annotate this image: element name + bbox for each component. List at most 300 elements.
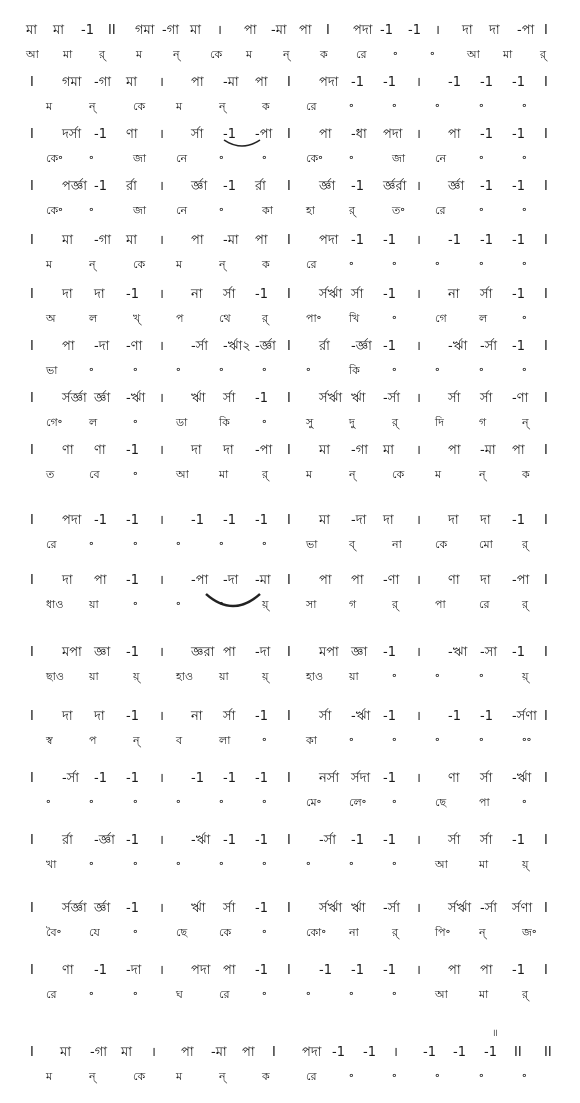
lyric-syllable: না bbox=[392, 538, 402, 551]
lyric-syllable: ॰ bbox=[392, 100, 397, 113]
note-line bbox=[0, 124, 580, 146]
note-symbol: -র্ঋা২ bbox=[223, 339, 251, 354]
lyric-syllable: র্ bbox=[522, 988, 529, 1001]
bar-line: I bbox=[544, 233, 548, 248]
lyric-syllable: ॰ bbox=[176, 364, 181, 377]
lyric-syllable: জা bbox=[133, 152, 147, 165]
bar-line: I bbox=[30, 339, 34, 354]
note-symbol: ণা bbox=[448, 771, 460, 786]
note-symbol: র্সা bbox=[448, 391, 461, 406]
lyric-syllable: খা bbox=[46, 858, 57, 871]
note-line bbox=[0, 176, 580, 198]
lyric-syllable: ॰ bbox=[176, 796, 181, 809]
lyric-syllable: লে॰ bbox=[349, 796, 367, 809]
lyric-syllable: ॰ bbox=[219, 796, 224, 809]
lyric-syllable: স্ব bbox=[46, 734, 53, 747]
lyric-line bbox=[0, 44, 580, 66]
note-symbol: -সা bbox=[480, 645, 498, 660]
note-symbol: -1 bbox=[512, 233, 525, 248]
note-symbol: নর্সা bbox=[319, 771, 340, 786]
note-symbol: -র্সা bbox=[319, 833, 337, 848]
beat-divider: । bbox=[159, 339, 164, 354]
note-symbol: পদা bbox=[302, 1045, 322, 1060]
lyric-syllable: ॰ bbox=[392, 858, 397, 871]
note-line bbox=[0, 830, 580, 852]
note-symbol: না bbox=[191, 287, 203, 302]
lyric-syllable: ॰ bbox=[89, 152, 94, 165]
lyric-syllable: র্ bbox=[540, 48, 547, 61]
lyric-syllable: য়া bbox=[89, 670, 99, 683]
note-symbol: -1 bbox=[480, 233, 493, 248]
note-symbol: পর্জ্ঞা bbox=[62, 179, 88, 194]
notation-row bbox=[0, 124, 580, 170]
note-symbol: র্জ্ঞা bbox=[448, 179, 465, 194]
note-symbol: ণা bbox=[94, 443, 106, 458]
note-symbol: মা bbox=[190, 23, 201, 38]
lyric-syllable: য়্ bbox=[262, 670, 269, 683]
lyric-syllable: ম bbox=[46, 1070, 53, 1083]
note-symbol: -গা bbox=[94, 75, 111, 90]
note-symbol: -1 bbox=[363, 1045, 376, 1060]
note-symbol: -1 bbox=[126, 573, 139, 588]
lyric-syllable: নে bbox=[435, 152, 447, 165]
note-symbol: দা bbox=[480, 573, 491, 588]
lyric-syllable: ॰ bbox=[262, 416, 267, 429]
bar-line: I bbox=[544, 23, 548, 38]
lyric-syllable: ॰ bbox=[522, 100, 527, 113]
note-symbol: -1 bbox=[81, 23, 94, 38]
lyric-line bbox=[0, 792, 580, 814]
beat-divider: । bbox=[159, 233, 164, 248]
note-symbol: -1 bbox=[448, 233, 461, 248]
lyric-line bbox=[0, 922, 580, 944]
note-symbol: -র্জ্ঞা bbox=[94, 833, 115, 848]
lyric-syllable: র্ bbox=[262, 312, 269, 325]
note-symbol: -1 bbox=[126, 287, 139, 302]
lyric-line bbox=[0, 464, 580, 486]
note-symbol: র্সা bbox=[480, 391, 493, 406]
notation-row bbox=[0, 20, 580, 66]
lyric-syllable: ॰ bbox=[349, 100, 354, 113]
lyric-line bbox=[0, 730, 580, 752]
note-symbol: -র্সা bbox=[191, 339, 209, 354]
lyric-syllable: ॰ bbox=[393, 48, 398, 61]
note-symbol: র্জ্ঞা bbox=[94, 901, 111, 916]
lyric-syllable: ॰ bbox=[522, 312, 527, 325]
note-symbol: -1 bbox=[383, 233, 396, 248]
note-symbol: দা bbox=[191, 443, 202, 458]
notation-row bbox=[0, 898, 580, 944]
lyric-syllable: ॰ bbox=[392, 796, 397, 809]
bar-line: I bbox=[30, 179, 34, 194]
bar-line: I bbox=[544, 127, 548, 142]
note-symbol: দা bbox=[62, 573, 73, 588]
bar-line: I bbox=[287, 833, 291, 848]
note-symbol: -1 bbox=[223, 127, 236, 142]
lyric-syllable: জা bbox=[392, 152, 406, 165]
lyric-syllable: ॰ bbox=[262, 926, 267, 939]
note-symbol: পা bbox=[512, 443, 525, 458]
note-symbol: মপা bbox=[62, 645, 82, 660]
notation-row bbox=[0, 1042, 580, 1088]
lyric-syllable: ম bbox=[176, 100, 183, 113]
lyric-syllable: ॰ bbox=[435, 364, 440, 377]
note-symbol: -র্ঋা bbox=[512, 771, 532, 786]
lyric-syllable: ॰ bbox=[522, 204, 527, 217]
note-symbol: দা bbox=[480, 513, 491, 528]
lyric-line bbox=[0, 594, 580, 616]
bar-line: II bbox=[544, 1045, 552, 1060]
bar-line: I bbox=[544, 963, 548, 978]
lyric-syllable: ম bbox=[435, 468, 442, 481]
note-symbol: র্জ্ঞা bbox=[94, 391, 111, 406]
lyric-syllable: হাও bbox=[176, 670, 194, 683]
note-symbol: -1 bbox=[383, 771, 396, 786]
notation-row bbox=[0, 336, 580, 382]
lyric-syllable: ॰ bbox=[176, 858, 181, 871]
note-symbol: -মা bbox=[480, 443, 496, 458]
note-symbol: পা bbox=[319, 573, 332, 588]
lyric-syllable: ॰ bbox=[219, 538, 224, 551]
lyric-syllable: আ bbox=[176, 468, 189, 481]
bar-line: I bbox=[30, 75, 34, 90]
lyric-syllable: রে bbox=[356, 48, 367, 61]
lyric-syllable: ॰ bbox=[306, 988, 311, 1001]
lyric-line bbox=[0, 254, 580, 276]
note-symbol: -র্সা bbox=[480, 339, 498, 354]
notation-row bbox=[0, 642, 580, 688]
lyric-syllable: ম bbox=[176, 1070, 183, 1083]
beat-divider: । bbox=[159, 645, 164, 660]
lyric-syllable: ॰ bbox=[435, 1070, 440, 1083]
lyric-syllable: ॰ bbox=[133, 988, 138, 1001]
lyric-syllable: খি bbox=[349, 312, 360, 325]
lyric-syllable: ॰ bbox=[133, 598, 138, 611]
lyric-syllable: ব্ bbox=[349, 538, 356, 551]
lyric-syllable: পা॰ bbox=[306, 312, 322, 325]
lyric-syllable: য়্ bbox=[522, 670, 529, 683]
lyric-syllable: ॰ bbox=[89, 538, 94, 551]
lyric-syllable: রে bbox=[46, 988, 57, 1001]
lyric-syllable: ॰ bbox=[133, 468, 138, 481]
lyric-syllable: ॰ bbox=[479, 734, 484, 747]
note-symbol: -র্সা bbox=[480, 901, 498, 916]
lyric-syllable: লা bbox=[219, 734, 231, 747]
lyric-syllable: কে bbox=[133, 1070, 146, 1083]
lyric-syllable: য়্ bbox=[262, 598, 269, 611]
lyric-syllable: ক bbox=[262, 1070, 270, 1083]
lyric-syllable: ম bbox=[246, 48, 253, 61]
bar-line: I bbox=[287, 771, 291, 786]
notation-row bbox=[0, 176, 580, 222]
lyric-syllable: ত॰ bbox=[392, 204, 405, 217]
note-symbol: -1 bbox=[453, 1045, 466, 1060]
lyric-syllable: ন্ bbox=[173, 48, 180, 61]
beat-divider: । bbox=[393, 1045, 398, 1060]
note-line bbox=[0, 706, 580, 728]
note-symbol: -1 bbox=[383, 709, 396, 724]
note-symbol: -1 bbox=[448, 709, 461, 724]
lyric-syllable: কে॰ bbox=[306, 152, 323, 165]
note-line bbox=[0, 72, 580, 94]
lyric-syllable: মা bbox=[63, 48, 73, 61]
note-symbol: মা bbox=[319, 513, 330, 528]
note-symbol: র্সা bbox=[223, 391, 236, 406]
lyric-syllable: রে bbox=[479, 598, 490, 611]
note-symbol: -1 bbox=[512, 75, 525, 90]
bar-line: I bbox=[544, 287, 548, 302]
note-symbol: -1 bbox=[255, 287, 268, 302]
lyric-syllable: ক bbox=[262, 258, 270, 271]
lyric-syllable: ॰ bbox=[219, 858, 224, 871]
note-symbol: -গা bbox=[94, 233, 111, 248]
bar-line: I bbox=[287, 709, 291, 724]
note-symbol: পদা bbox=[383, 127, 403, 142]
lyric-syllable: প bbox=[89, 734, 97, 747]
note-symbol: -1 bbox=[480, 127, 493, 142]
note-symbol: -1 bbox=[94, 127, 107, 142]
note-symbol: দা bbox=[448, 513, 459, 528]
note-symbol: ণা bbox=[62, 963, 74, 978]
lyric-syllable: ঘ bbox=[176, 988, 183, 1001]
bar-line: II bbox=[514, 1045, 522, 1060]
bar-line: I bbox=[30, 233, 34, 248]
lyric-syllable: ॰ bbox=[392, 312, 397, 325]
lyric-syllable: ॰ bbox=[435, 734, 440, 747]
bar-line: I bbox=[544, 771, 548, 786]
beat-divider: । bbox=[416, 573, 421, 588]
lyric-syllable: ॰ bbox=[479, 258, 484, 271]
note-symbol: পা bbox=[480, 963, 493, 978]
lyric-syllable: হাও bbox=[306, 670, 324, 683]
note-symbol: -গা bbox=[90, 1045, 107, 1060]
note-symbol: র্ঋা bbox=[351, 391, 366, 406]
lyric-line bbox=[0, 308, 580, 330]
note-symbol: -1 bbox=[255, 709, 268, 724]
note-symbol: -1 bbox=[351, 179, 364, 194]
note-symbol: -মা bbox=[271, 23, 287, 38]
note-line bbox=[0, 284, 580, 306]
bar-line: I bbox=[544, 339, 548, 354]
margin-mark: ॥ bbox=[492, 1028, 498, 1039]
lyric-syllable: মো bbox=[479, 538, 493, 551]
note-symbol: র্সা bbox=[223, 287, 236, 302]
note-symbol: -1 bbox=[126, 645, 139, 660]
note-symbol: গমা bbox=[62, 75, 82, 90]
note-symbol: -1 bbox=[351, 833, 364, 848]
beat-divider: । bbox=[159, 75, 164, 90]
lyric-syllable: খ্ bbox=[133, 312, 141, 325]
beat-divider: । bbox=[416, 833, 421, 848]
lyric-syllable: ॰ bbox=[306, 858, 311, 871]
lyric-syllable: ভা bbox=[306, 538, 318, 551]
lyric-syllable: থে bbox=[219, 312, 231, 325]
lyric-syllable: ॰ bbox=[262, 858, 267, 871]
beat-divider: । bbox=[416, 179, 421, 194]
lyric-syllable: র্ bbox=[522, 538, 529, 551]
note-symbol: র্সা bbox=[351, 287, 364, 302]
note-symbol: -1 bbox=[383, 287, 396, 302]
bar-line: I bbox=[287, 127, 291, 142]
beat-divider: । bbox=[416, 771, 421, 786]
notation-row bbox=[0, 440, 580, 486]
lyric-syllable: ম bbox=[46, 258, 53, 271]
lyric-syllable: গ bbox=[349, 598, 357, 611]
beat-divider: । bbox=[416, 709, 421, 724]
note-symbol: -1 bbox=[423, 1045, 436, 1060]
note-symbol: দা bbox=[94, 287, 105, 302]
note-symbol: র্রা bbox=[319, 339, 330, 354]
lyric-syllable: কে bbox=[392, 468, 405, 481]
note-symbol: র্জ্ঞর্রা bbox=[383, 179, 407, 194]
bar-line: I bbox=[30, 963, 34, 978]
lyric-syllable: ন্ bbox=[89, 1070, 96, 1083]
note-line bbox=[0, 510, 580, 532]
lyric-syllable: দু bbox=[349, 416, 355, 429]
note-symbol: -পা bbox=[517, 23, 535, 38]
note-symbol: ণা bbox=[126, 127, 138, 142]
beat-divider: । bbox=[416, 645, 421, 660]
note-symbol: -র্জ্ঞা bbox=[255, 339, 276, 354]
lyric-syllable: ॰ bbox=[176, 598, 181, 611]
note-symbol: -1 bbox=[512, 513, 525, 528]
lyric-syllable: ॰ bbox=[522, 364, 527, 377]
note-symbol: র্সা bbox=[480, 287, 493, 302]
lyric-syllable: ক bbox=[262, 100, 270, 113]
beat-divider: । bbox=[159, 573, 164, 588]
note-symbol: -দা bbox=[223, 573, 239, 588]
lyric-syllable: ॰ bbox=[306, 364, 311, 377]
lyric-syllable: র্ bbox=[349, 204, 356, 217]
bar-line: I bbox=[287, 287, 291, 302]
lyric-syllable: য়্ bbox=[133, 670, 140, 683]
note-symbol: পা bbox=[448, 127, 461, 142]
lyric-syllable: ম bbox=[46, 100, 53, 113]
note-symbol: -1 bbox=[448, 75, 461, 90]
lyric-syllable: ॰ bbox=[392, 670, 397, 683]
lyric-syllable: ॰॰ bbox=[522, 734, 532, 747]
note-symbol: -ণা bbox=[383, 573, 400, 588]
bar-line: I bbox=[30, 645, 34, 660]
note-symbol: -র্সা bbox=[62, 771, 80, 786]
lyric-syllable: ॰ bbox=[262, 988, 267, 1001]
lyric-syllable: ক bbox=[522, 468, 530, 481]
lyric-syllable: ন্ bbox=[283, 48, 290, 61]
lyric-syllable: ॰ bbox=[262, 796, 267, 809]
lyric-syllable: ॰ bbox=[435, 670, 440, 683]
beat-divider: । bbox=[159, 963, 164, 978]
bar-line: I bbox=[544, 573, 548, 588]
note-symbol: পা bbox=[181, 1045, 194, 1060]
lyric-syllable: কে bbox=[219, 926, 232, 939]
note-symbol: র্সা bbox=[480, 833, 493, 848]
lyric-syllable: ডা bbox=[176, 416, 188, 429]
lyric-syllable: ম bbox=[306, 468, 313, 481]
note-symbol: -1 bbox=[255, 513, 268, 528]
bar-line: I bbox=[30, 513, 34, 528]
bar-line: I bbox=[30, 127, 34, 142]
note-symbol: -মা bbox=[223, 75, 239, 90]
lyric-syllable: বে bbox=[89, 468, 100, 481]
beat-divider: । bbox=[416, 443, 421, 458]
bar-line: I bbox=[30, 391, 34, 406]
bar-line: I bbox=[544, 833, 548, 848]
bar-line: I bbox=[544, 179, 548, 194]
note-symbol: দর্সা bbox=[62, 127, 82, 142]
note-symbol: -1 bbox=[383, 645, 396, 660]
note-symbol: -র্জ্ঞা bbox=[351, 339, 372, 354]
note-symbol: মা bbox=[319, 443, 330, 458]
note-symbol: -1 bbox=[255, 391, 268, 406]
lyric-syllable: য়া bbox=[89, 598, 99, 611]
beat-divider: । bbox=[217, 23, 222, 38]
lyric-syllable: গ bbox=[479, 416, 487, 429]
lyric-syllable: জ॰ bbox=[522, 926, 537, 939]
lyric-syllable: ॰ bbox=[349, 152, 354, 165]
lyric-syllable: ন্ bbox=[133, 734, 140, 747]
lyric-syllable: জা bbox=[133, 204, 147, 217]
lyric-syllable: ॰ bbox=[479, 204, 484, 217]
note-symbol: পা bbox=[244, 23, 257, 38]
note-symbol: র্সর্জ্ঞা bbox=[62, 391, 87, 406]
note-symbol: র্রা bbox=[62, 833, 73, 848]
note-symbol: র্সা bbox=[223, 709, 236, 724]
lyric-syllable: না bbox=[349, 926, 359, 939]
lyric-syllable: দি bbox=[435, 416, 444, 429]
note-symbol: র্সর্ঋা bbox=[319, 287, 343, 302]
lyric-syllable: ॰ bbox=[262, 364, 267, 377]
beat-divider: । bbox=[416, 233, 421, 248]
beat-divider: । bbox=[416, 391, 421, 406]
note-symbol: -ণা bbox=[512, 391, 529, 406]
lyric-syllable: ল bbox=[479, 312, 488, 325]
note-symbol: -1 bbox=[351, 963, 364, 978]
beat-divider: । bbox=[159, 287, 164, 302]
lyric-syllable: ॰ bbox=[349, 858, 354, 871]
note-symbol: -দা bbox=[126, 963, 142, 978]
note-symbol: -মা bbox=[255, 573, 271, 588]
note-symbol: -1 bbox=[223, 833, 236, 848]
note-symbol: দা bbox=[62, 287, 73, 302]
lyric-syllable: ॰ bbox=[133, 858, 138, 871]
note-symbol: র্সণা bbox=[512, 901, 533, 916]
note-symbol: পা bbox=[299, 23, 312, 38]
lyric-syllable: ॰ bbox=[349, 258, 354, 271]
lyric-syllable: রে bbox=[306, 100, 317, 113]
lyric-syllable: কে bbox=[133, 100, 146, 113]
note-symbol: পা bbox=[448, 963, 461, 978]
note-symbol: পা bbox=[319, 127, 332, 142]
note-symbol: -পা bbox=[255, 127, 273, 142]
note-line bbox=[0, 1042, 580, 1064]
beat-divider: । bbox=[159, 127, 164, 142]
bar-line: I bbox=[30, 771, 34, 786]
lyric-syllable: ॰ bbox=[479, 100, 484, 113]
lyric-line bbox=[0, 412, 580, 434]
lyric-syllable: ॰ bbox=[392, 988, 397, 1001]
note-symbol: পা bbox=[62, 339, 75, 354]
note-symbol: -1 bbox=[512, 287, 525, 302]
note-symbol: -ণা bbox=[126, 339, 143, 354]
bar-line: I bbox=[287, 573, 291, 588]
lyric-syllable: কে॰ bbox=[46, 204, 63, 217]
lyric-syllable: ॰ bbox=[435, 100, 440, 113]
note-symbol: ণা bbox=[448, 573, 460, 588]
note-symbol: -1 bbox=[94, 771, 107, 786]
note-symbol: র্সা bbox=[191, 127, 204, 142]
lyric-syllable: র্ bbox=[392, 598, 399, 611]
lyric-syllable: আ bbox=[435, 988, 448, 1001]
